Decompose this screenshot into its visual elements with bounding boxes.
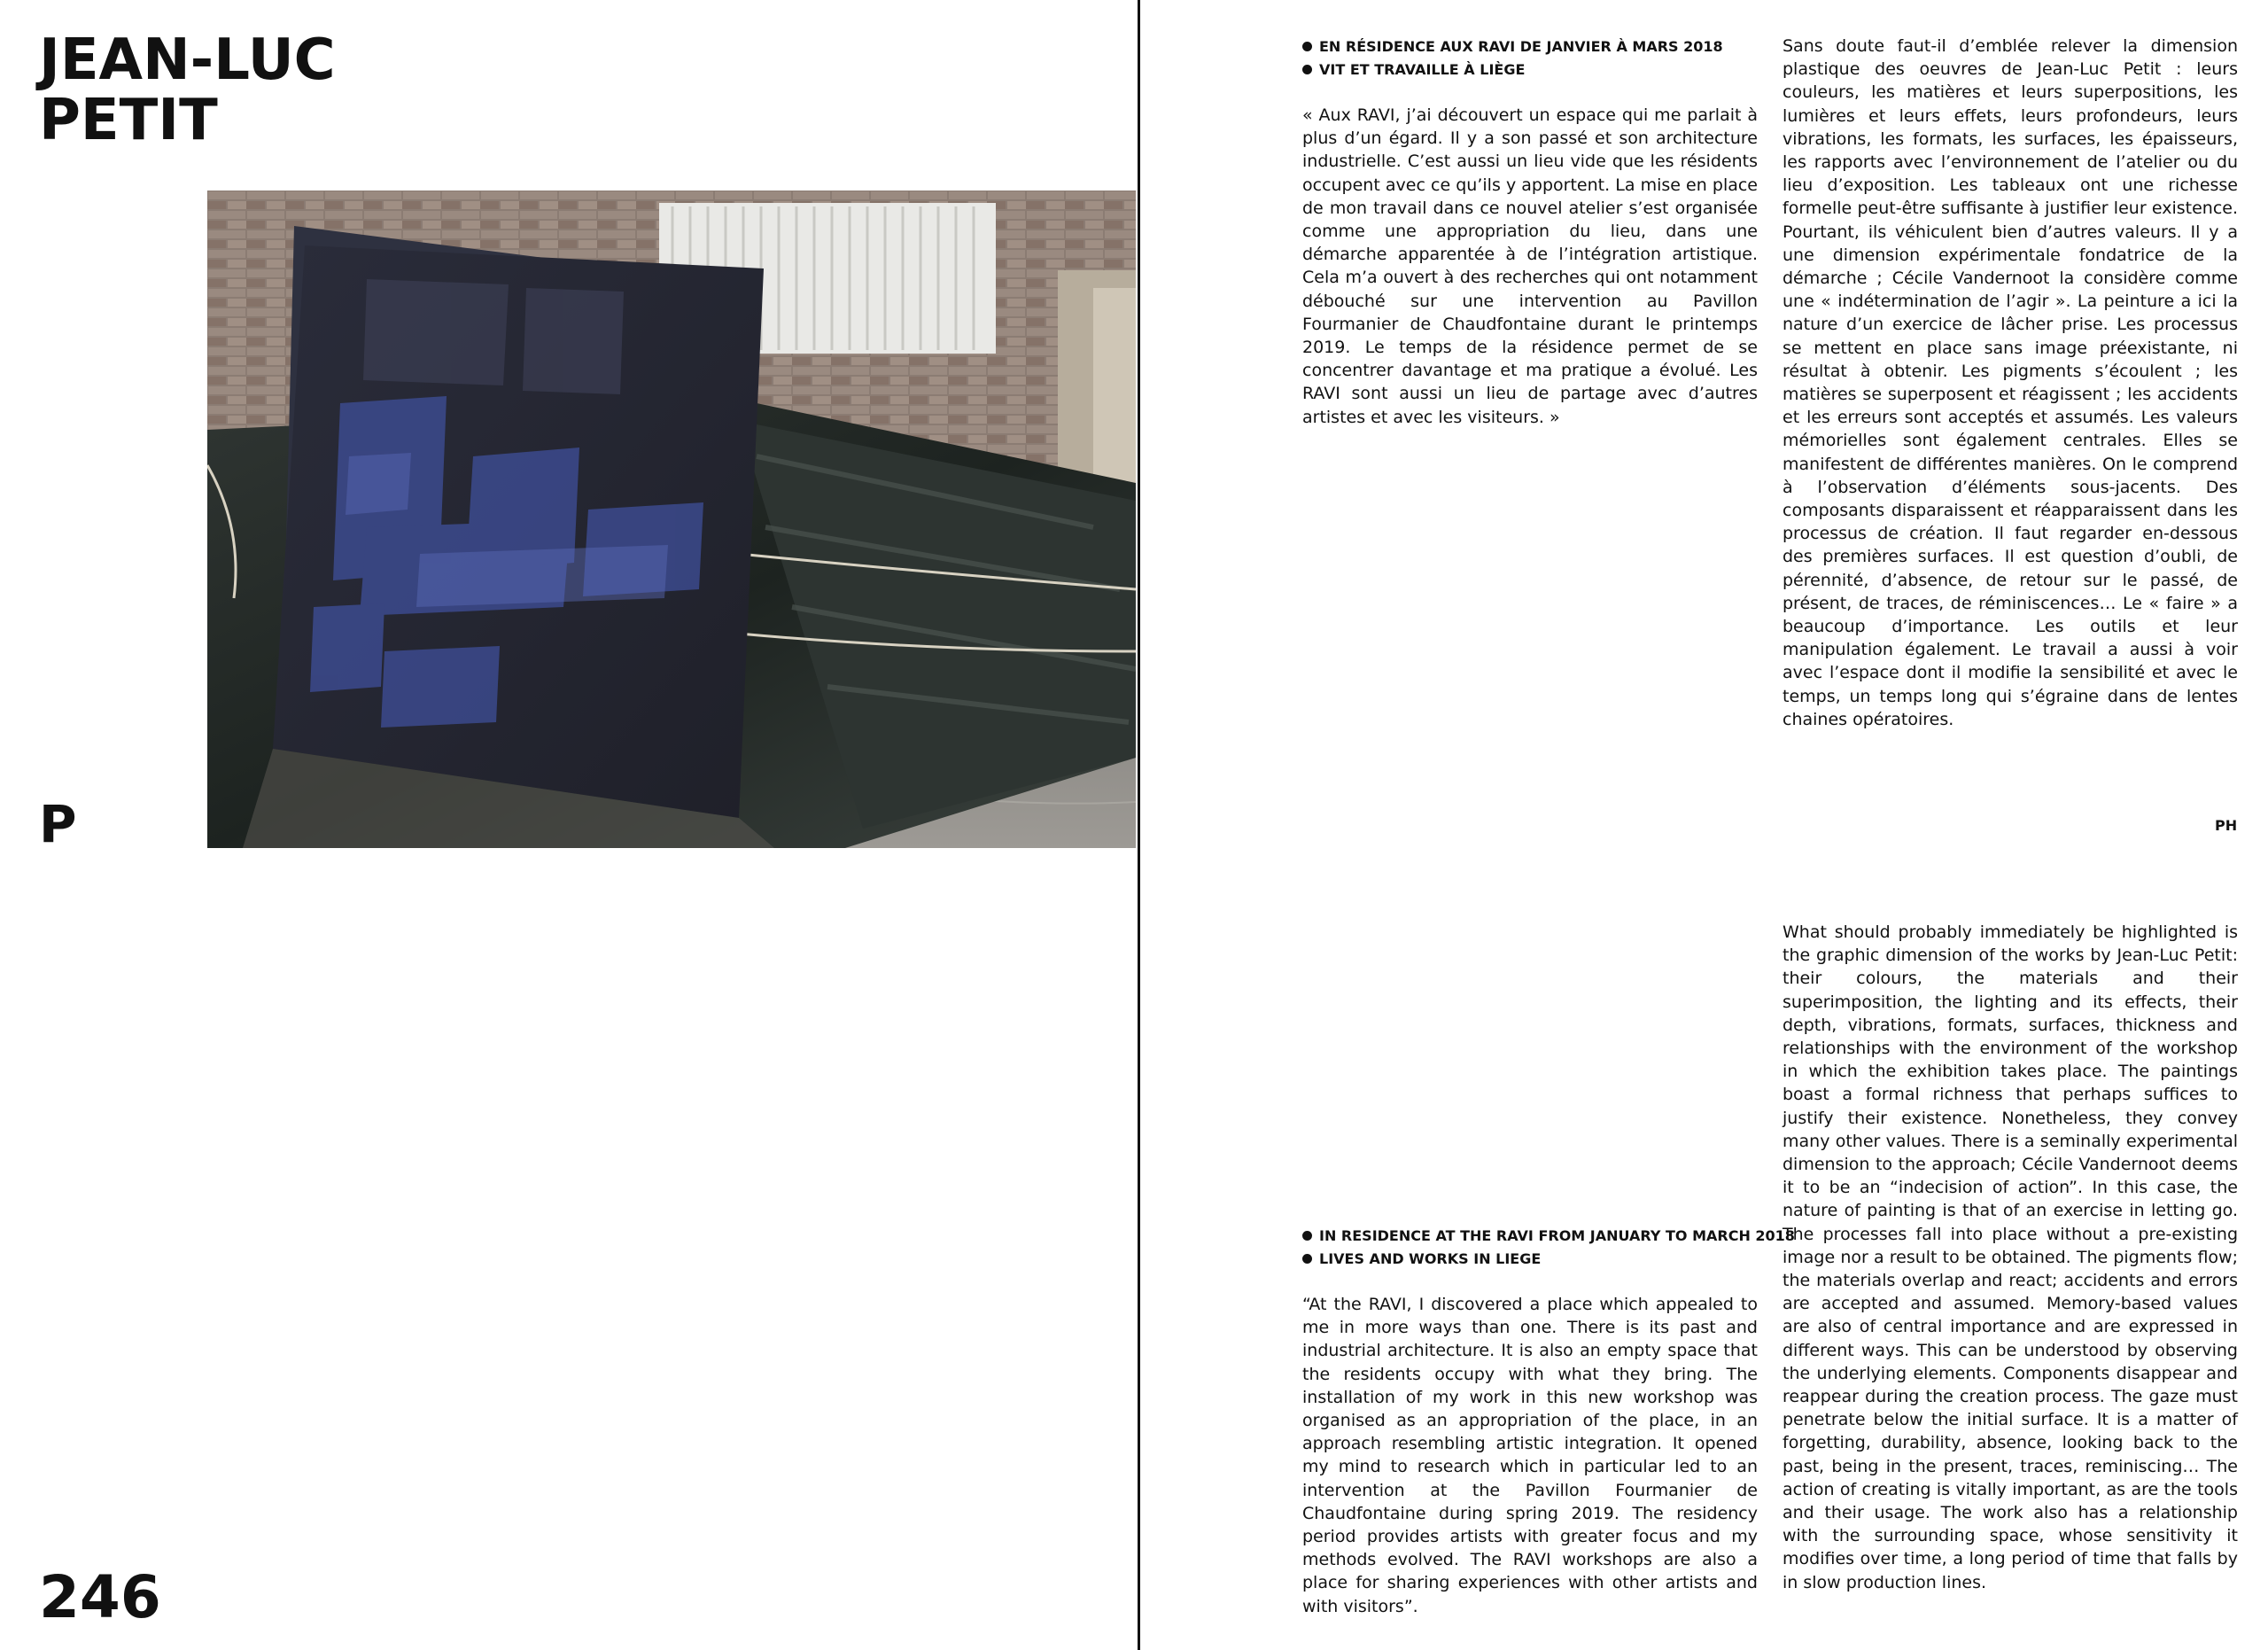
french-quote: « Aux RAVI, j’ai découvert un espace qui me parlait à plus d’un égard. Il y a son passé et son architecture industrielle. C’est aussi un lieu vide que les résidents occupent avec ce qu’ils y apportent. La mise en place de mon travail dans ce nouvel atelier s’est organisée comme une appropriation du lieu, dans une démarche apparentée à de l’intégration artistique. Cela m’a ouvert à des recherches qui ont notamment débouché sur une intervention au Pavillon Fourmanier de Chaudfontaine durant le printemps 2019. Le temps de la résidence permet de se concentrer davantage et ma pratique a évolué. Les RAVI sont aussi un lieu de partage avec d’autres artistes et avec les visiteurs. » [1302, 105, 1758, 427]
english-essay: What should probably immediately be highlighted is the graphic dimension of the works by Jean-Luc Petit: their colours, the materials and their superimposition, the lighting and its effects, their depth, vibrations, formats, surfaces, thickness and relationships with the environment of the workshop in which the exhibition takes place. The paintings boast a formal richness that perhaps suffices to justify their existence. Nonetheless, they convey many other values. There is a seminally experimental dimension to the approach; Cécile Vandernoot deems it to be an “indecision of action”. In this case, the nature of painting is that of an exercise in letting go. The processes fall into place without a pre-existing image nor a result to be obtained. The pigments flow; the materials overlap and react; accidents and errors are accepted and assumed. Memory-based values are also of central importance and are expressed in different ways. This can be understood by observing the underlying elements. Components disappear and reappear during the creation process. The gaze must penetrate below the initial surface. It is a matter of forgetting, durability, absence, looking back to the past, being in the present, traces, reminiscing… The action of creating is vitally important, as are the tools and their usage. The work also has a relationship with the surrounding space, whose sensitivity it modifies over time, a long period of time that falls by in slow production lines. [1783, 922, 2238, 1592]
french-meta-residency: EN RÉSIDENCE AUX RAVI DE JANVIER À MARS 2018 [1302, 35, 1763, 58]
french-meta-location: VIT ET TRAVAILLE À LIÈGE [1302, 58, 1763, 82]
artist-name [39, 27, 336, 153]
english-meta [1302, 1225, 1795, 1271]
bullet-icon [1302, 65, 1312, 74]
painting-photo-icon [207, 191, 1136, 848]
gutter-divider [1138, 0, 1140, 1650]
bullet-icon [1302, 1231, 1312, 1241]
french-essay: Sans doute faut-il d’emblée relever la dimension plastique des oeuvres de Jean-Luc Petit : leurs couleurs, les matières et leurs superpositions, les lumières et leurs effets, leurs profondeurs, leurs vibrations, les formats, les surfaces, les épaisseurs, les rapports avec l’environnement de l’atelier ou du lieu d’exposition. Les tableaux ont une richesse formelle peut-être suffisante à justifier leur existence. Pourtant, ils véhiculent bien d’autres valeurs. Il y a une dimension expérimentale fondatrice de la démarche ; Cécile Vandernoot la considère comme une « indétermination de l’agir ». La peinture a ici la nature d’un exercice de lâcher prise. Les processus se mettent en place sans image préexistante, ni résultat à obtenir. Les pigments s’écoulent ; les matières se superposent et réagissent ; les accidents et les erreurs sont acceptés et assumés. Les valeurs mémorielles sont également centrales. Elles se manifestent de différentes manières. On le comprend à l’observation d’éléments sous-jacents. Des composants disparaissent et réapparaissent dans les processus de création. Il faut regarder en-dessous des premières surfaces. Il est question d’oubli, de pérennité, d’absence, de retour sur le passé, de présent, de traces, de réminiscences… Le « faire » a beaucoup d’importance. Les outils et leur manipulation également. Le travail a aussi à voir avec l’espace dont il modifie la sensibilité et avec le temps, un temps long qui s’égraine dans de lentes chaines opératoires. [1783, 36, 2238, 729]
bullet-icon [1302, 1254, 1312, 1264]
page-number: 246 [39, 1563, 161, 1631]
french-meta [1302, 35, 1763, 82]
artwork-photo [207, 191, 1136, 848]
section-letter: P [39, 794, 77, 854]
artist-name-line-2: PETIT [39, 88, 218, 153]
english-meta-location: LIVES AND WORKS IN LIEGE [1302, 1248, 1763, 1271]
artist-name-line-1: JEAN-LUC [39, 27, 336, 93]
bullet-icon [1302, 42, 1312, 51]
english-quote: “At the RAVI, I discovered a place which appealed to me in more ways than one. There is its past and industrial architecture. It is also an empty space that the residents occupy with what they bring. The installation of my work in this new workshop was organised as an appropriation of the place, in an approach resembling artistic integration. It opened my mind to research which in particular led to an intervention at the Pavillon Fourmanier de Chaudfontaine during spring 2019. The residency period provides artists with greater focus and my methods evolved. The RAVI workshops are also a place for sharing experiences with other artists and with visitors”. [1302, 1295, 1758, 1616]
english-meta-residency: IN RESIDENCE AT THE RAVI FROM JANUARY TO MARCH 2018 [1302, 1225, 1763, 1248]
author-signature: PH [2215, 817, 2238, 834]
